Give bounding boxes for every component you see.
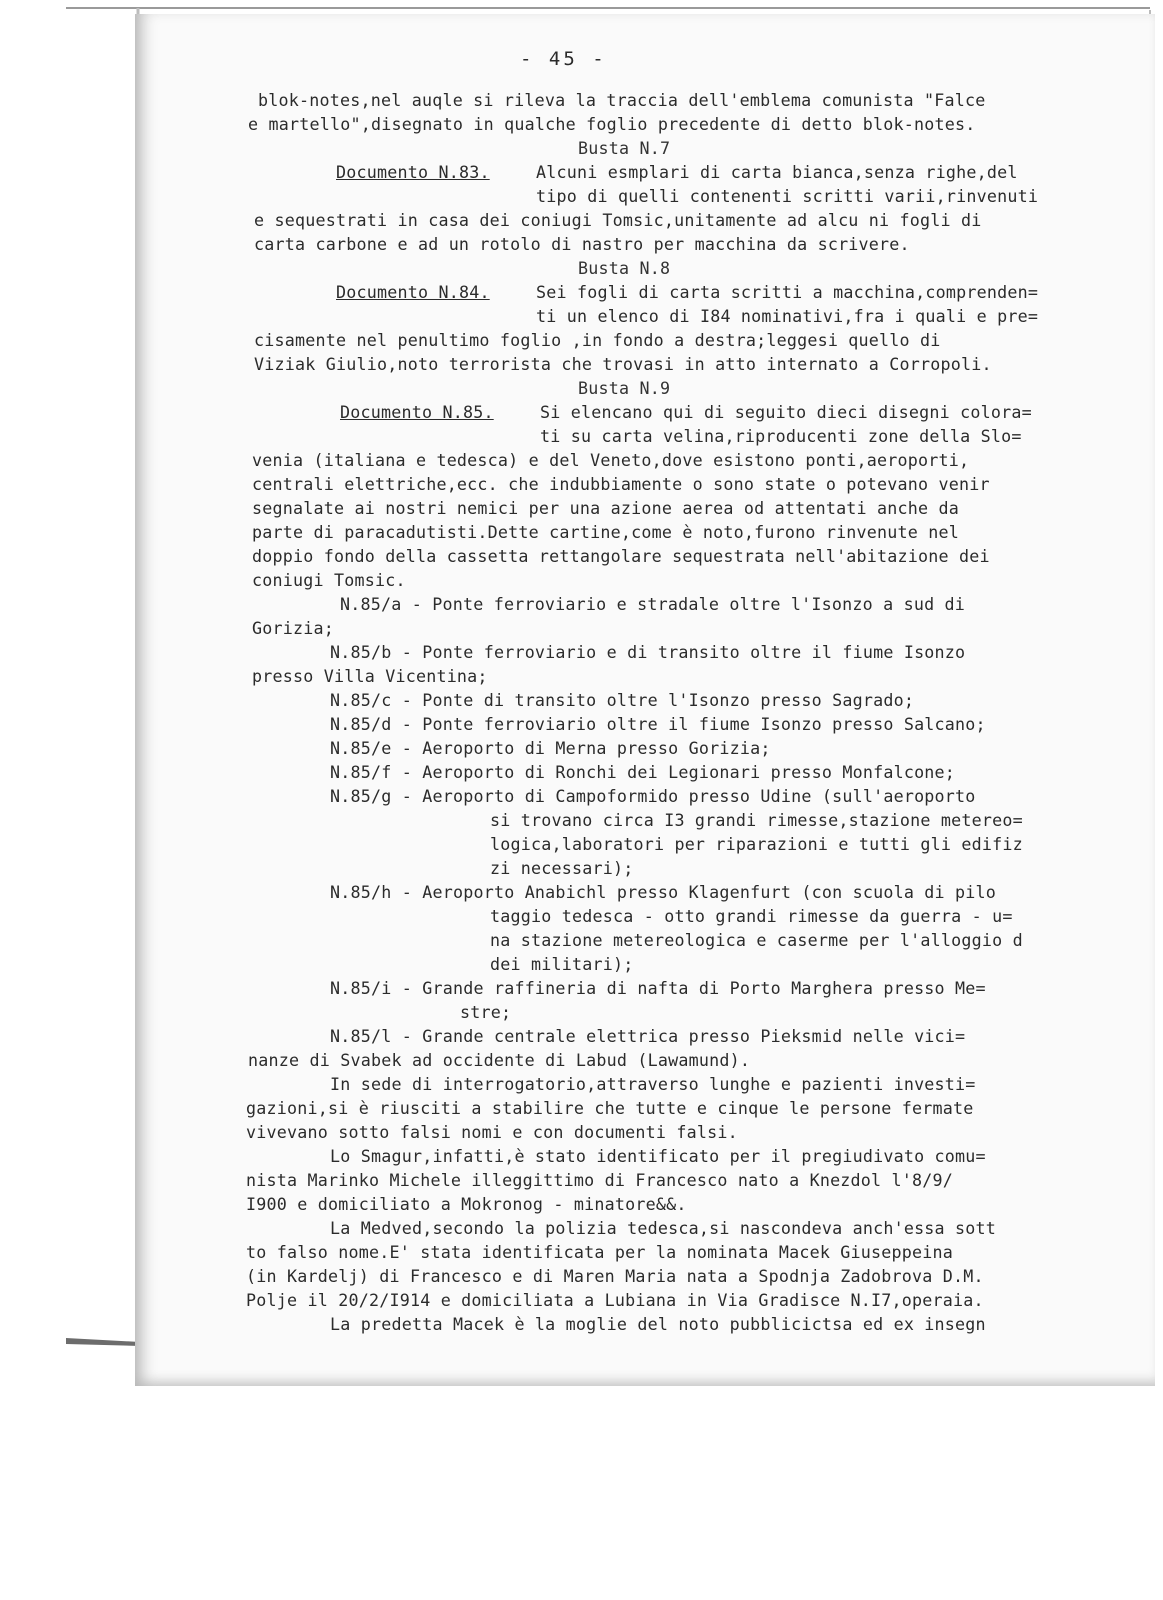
text-line: Si elencano qui di seguito dieci disegni colora= (540, 402, 1032, 422)
text-line: presso Villa Vicentina; (252, 666, 488, 686)
text-line: N.85/f - Aeroporto di Ronchi dei Legionari presso Monfalcone; (330, 762, 956, 782)
text-line: to falso nome.E' stata identificata per la nominata Macek Giuseppeina (246, 1242, 954, 1262)
text-line: na stazione metereologica e caserme per l'alloggio d (490, 930, 1023, 950)
text-line: N.85/c - Ponte di transito oltre l'Isonzo presso Sagrado; (330, 690, 915, 710)
text-line: N.85/e - Aeroporto di Merna presso Gorizia; (330, 738, 771, 758)
busta-heading: Busta N.8 (578, 258, 671, 278)
text-line: vivevano sotto falsi nomi e con documenti falsi. (246, 1122, 738, 1142)
text-line: N.85/i - Grande raffineria di nafta di Porto Marghera presso Me= (330, 978, 986, 998)
text-line: I900 e domiciliato a Mokronog - minatore&&. (246, 1194, 687, 1214)
text-line: parte di paracadutisti.Dette cartine,come è noto,furono rinvenute nel (252, 522, 960, 542)
busta-heading: Busta N.9 (578, 378, 671, 398)
text-line: ti un elenco di I84 nominativi,fra i quali e pre= (536, 306, 1039, 326)
text-line: Sei fogli di carta scritti a macchina,comprenden= (536, 282, 1039, 302)
text-line: segnalate ai nostri nemici per una azione aerea od attentati anche da (252, 498, 960, 518)
text-line: La Medved,secondo la polizia tedesca,si nascondeva anch'essa sott (330, 1218, 997, 1238)
text-line: dei militari); (490, 954, 634, 974)
text-line: gazioni,si è riusciti a stabilire che tutte e cinque le persone fermate (246, 1098, 974, 1118)
text-line: si trovano circa I3 grandi rimesse,stazione metereo= (490, 810, 1023, 830)
text-line: tipo di quelli contenenti scritti varii,rinvenuti (536, 186, 1039, 206)
text-line: coniugi Tomsic. (252, 570, 406, 590)
text-line: Polje il 20/2/I914 e domiciliata a Lubiana in Via Gradisce N.I7,operaia. (246, 1290, 984, 1310)
text-line: N.85/d - Ponte ferroviario oltre il fiume Isonzo presso Salcano; (330, 714, 986, 734)
text-line: N.85/b - Ponte ferroviario e di transito oltre il fiume Isonzo (330, 642, 966, 662)
document-label: Documento N.84. (336, 282, 490, 302)
text-line: N.85/l - Grande centrale elettrica presso Pieksmid nelle vici= (330, 1026, 966, 1046)
text-line: venia (italiana e tedesca) e del Veneto,dove esistono ponti,aeroporti, (252, 450, 970, 470)
text-line: nanze di Svabek ad occidente di Labud (Lawamund). (248, 1050, 751, 1070)
text-line: Gorizia; (252, 618, 334, 638)
text-line: La predetta Macek è la moglie del noto pubblicictsa ed ex insegn (330, 1314, 986, 1334)
text-line: carta carbone e ad un rotolo di nastro per macchina da scrivere. (254, 234, 910, 254)
document-label: Documento N.83. (336, 162, 490, 182)
text-line: ti su carta velina,riproducenti zone della Slo= (540, 426, 1022, 446)
text-line: taggio tedesca - otto grandi rimesse da guerra - u= (490, 906, 1013, 926)
text-line: zi necessari); (490, 858, 634, 878)
text-line: logica,laboratori per riparazioni e tutti gli edifiz (490, 834, 1023, 854)
page-number: - 45 - (520, 48, 607, 70)
text-line: N.85/g - Aeroporto di Campoformido presso Udine (sull'aeroporto (330, 786, 976, 806)
text-line: e sequestrati in casa dei coniugi Tomsic,unitamente ad alcu ni fogli di (254, 210, 982, 230)
text-line: N.85/h - Aeroporto Anabichl presso Klagenfurt (con scuola di pilo (330, 882, 997, 902)
text-line: nista Marinko Michele illeggittimo di Francesco nato a Knezdol l'8/9/ (246, 1170, 954, 1190)
text-line: stre; (460, 1002, 512, 1022)
text-line: e martello",disegnato in qualche foglio precedente di detto blok-notes. (248, 114, 976, 134)
text-line: Viziak Giulio,noto terrorista che trovasi in atto internato a Corropoli. (254, 354, 992, 374)
text-line: (in Kardelj) di Francesco e di Maren Maria nata a Spodnja Zadobrova D.M. (246, 1266, 984, 1286)
text-line: Lo Smagur,infatti,è stato identificato per il pregiudivato comu= (330, 1146, 986, 1166)
busta-heading: Busta N.7 (578, 138, 671, 158)
text-line: centrali elettriche,ecc. che indubbiamente o sono state o potevano venir (252, 474, 990, 494)
text-line: Alcuni esmplari di carta bianca,senza righe,del (536, 162, 1018, 182)
text-line: doppio fondo della cassetta rettangolare sequestrata nell'abitazione dei (252, 546, 990, 566)
text-line: blok-notes,nel auqle si rileva la traccia dell'emblema comunista "Falce (258, 90, 986, 110)
text-line: cisamente nel penultimo foglio ,in fondo a destra;leggesi quello di (254, 330, 941, 350)
document-label: Documento N.85. (340, 402, 494, 422)
text-line: N.85/a - Ponte ferroviario e stradale oltre l'Isonzo a sud di (340, 594, 966, 614)
text-line: In sede di interrogatorio,attraverso lunghe e pazienti investi= (330, 1074, 976, 1094)
